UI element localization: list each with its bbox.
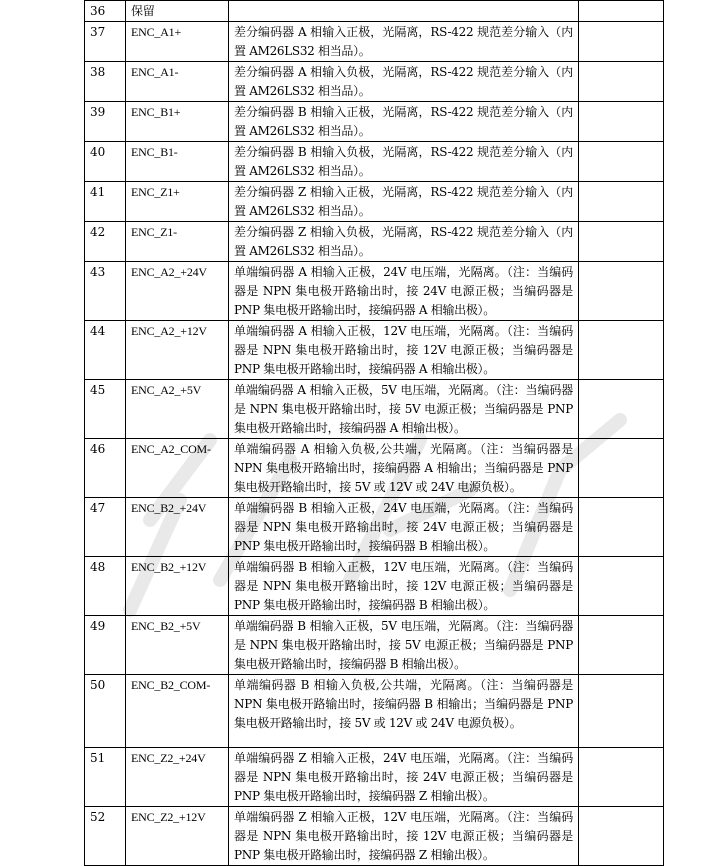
table-row bbox=[85, 380, 664, 439]
empty-cell bbox=[579, 62, 664, 102]
pin-description: 单端编码器 B 相输入正极，5V 电压端，光隔离。（注：当编码器是 NPN 集电极开路输出时，接 5V 电源正极；当编码器是 PNP 集电极开路输出时，接编码器 B 相输出极）。 bbox=[229, 616, 579, 675]
pin-description bbox=[229, 1, 579, 22]
pin-description: 单端编码器 A 相输入正极，5V 电压端，光隔离。（注：当编码器是 NPN 集电极开路输出时，接 5V 电源正极；当编码器是 PNP 集电极开路输出时，接编码器 A 相输出极）。 bbox=[229, 380, 579, 439]
pin-description: 单端编码器 A 相输入正极，24V 电压端，光隔离。（注：当编码器是 NPN 集电极开路输出时，接 24V 电源正极；当编码器是 PNP 集电极开路输出时，接编码器 A 相输出极）。 bbox=[229, 262, 579, 321]
table-row bbox=[85, 222, 664, 262]
empty-cell bbox=[579, 222, 664, 262]
pin-description: 差分编码器 Z 相输入正极，光隔离，RS-422 规范差分输入（内置 AM26LS32 相当品）。 bbox=[229, 182, 579, 222]
empty-cell bbox=[579, 142, 664, 182]
table-row bbox=[85, 22, 664, 62]
table-row bbox=[85, 807, 664, 866]
pin-description: 单端编码器 B 相输入负极,公共端，光隔离。（注：当编码器是 NPN 集电极开路输出时，接编码器 B 相输出；当编码器是 PNP 集电极开路输出时，接 5V 或 12V 或 24V 电源负极）。 bbox=[229, 675, 579, 748]
pin-description: 单端编码器 A 相输入负极,公共端，光隔离。（注：当编码器是 NPN 集电极开路输出时，接编码器 A 相输出；当编码器是 PNP 集电极开路输出时，接 5V 或 12V 或 24V 电源负极）。 bbox=[229, 439, 579, 498]
pin-number: 46 bbox=[85, 439, 126, 498]
table-row bbox=[85, 182, 664, 222]
table-row bbox=[85, 675, 664, 748]
empty-cell bbox=[579, 439, 664, 498]
pin-number: 40 bbox=[85, 142, 126, 182]
pin-number: 50 bbox=[85, 675, 126, 748]
pin-name: ENC_B2_COM- bbox=[126, 675, 229, 748]
empty-cell bbox=[579, 380, 664, 439]
pin-name: ENC_B2_+12V bbox=[126, 557, 229, 616]
empty-cell bbox=[579, 616, 664, 675]
empty-cell bbox=[579, 1, 664, 22]
pin-number: 42 bbox=[85, 222, 126, 262]
table-row bbox=[85, 748, 664, 807]
table-row bbox=[85, 321, 664, 380]
pin-description: 差分编码器 A 相输入正极，光隔离，RS-422 规范差分输入（内置 AM26LS32 相当品）。 bbox=[229, 22, 579, 62]
pin-name: ENC_Z2_+24V bbox=[126, 748, 229, 807]
pin-description: 单端编码器 A 相输入正极，12V 电压端，光隔离。（注：当编码器是 NPN 集电极开路输出时，接 12V 电源正极；当编码器是 PNP 集电极开路输出时，接编码器 A 相输出极）。 bbox=[229, 321, 579, 380]
pin-name: ENC_A2_+24V bbox=[126, 262, 229, 321]
table-row bbox=[85, 62, 664, 102]
empty-cell bbox=[579, 182, 664, 222]
pin-number: 51 bbox=[85, 748, 126, 807]
pin-number: 43 bbox=[85, 262, 126, 321]
pin-number: 52 bbox=[85, 807, 126, 866]
pin-number: 47 bbox=[85, 498, 126, 557]
empty-cell bbox=[579, 321, 664, 380]
pin-number: 44 bbox=[85, 321, 126, 380]
table-row bbox=[85, 439, 664, 498]
pin-description: 差分编码器 B 相输入负极，光隔离，RS-422 规范差分输入（内置 AM26LS32 相当品）。 bbox=[229, 142, 579, 182]
pin-name: ENC_A1+ bbox=[126, 22, 229, 62]
pin-number: 36 bbox=[85, 1, 126, 22]
pin-name: ENC_B2_+5V bbox=[126, 616, 229, 675]
empty-cell bbox=[579, 22, 664, 62]
table-row bbox=[85, 102, 664, 142]
pin-name: 保留 bbox=[126, 1, 229, 22]
pin-description: 差分编码器 Z 相输入负极，光隔离，RS-422 规范差分输入（内置 AM26LS32 相当品）。 bbox=[229, 222, 579, 262]
pin-number: 38 bbox=[85, 62, 126, 102]
empty-cell bbox=[579, 675, 664, 748]
pin-description: 差分编码器 A 相输入负极，光隔离，RS-422 规范差分输入（内置 AM26LS32 相当品）。 bbox=[229, 62, 579, 102]
pin-name: ENC_A1- bbox=[126, 62, 229, 102]
table-row bbox=[85, 616, 664, 675]
empty-cell bbox=[579, 807, 664, 866]
pin-description: 单端编码器 B 相输入正极，24V 电压端，光隔离。（注：当编码器是 NPN 集电极开路输出时，接 24V 电源正极；当编码器是 PNP 集电极开路输出时，接编码器 B 相输出极）。 bbox=[229, 498, 579, 557]
pin-definition-table bbox=[84, 0, 664, 866]
pin-description: 单端编码器 Z 相输入正极，24V 电压端，光隔离。（注：当编码器是 NPN 集电极开路输出时，接 24V 电源正极；当编码器是 PNP 集电极开路输出时，接编码器 Z 相输出极）。 bbox=[229, 748, 579, 807]
pin-description: 单端编码器 Z 相输入正极，12V 电压端，光隔离。（注：当编码器是 NPN 集电极开路输出时，接 12V 电源正极；当编码器是 PNP 集电极开路输出时，接编码器 Z 相输出极）。 bbox=[229, 807, 579, 866]
pin-name: ENC_Z2_+12V bbox=[126, 807, 229, 866]
pin-name: ENC_Z1- bbox=[126, 222, 229, 262]
pin-name: ENC_A2_+5V bbox=[126, 380, 229, 439]
empty-cell bbox=[579, 748, 664, 807]
empty-cell bbox=[579, 498, 664, 557]
pin-number: 41 bbox=[85, 182, 126, 222]
table-row bbox=[85, 262, 664, 321]
pin-name: ENC_B1- bbox=[126, 142, 229, 182]
pin-name: ENC_A2_COM- bbox=[126, 439, 229, 498]
table-row bbox=[85, 498, 664, 557]
pin-description: 差分编码器 B 相输入正极，光隔离，RS-422 规范差分输入（内置 AM26LS32 相当品）。 bbox=[229, 102, 579, 142]
empty-cell bbox=[579, 262, 664, 321]
pin-number: 49 bbox=[85, 616, 126, 675]
pin-number: 45 bbox=[85, 380, 126, 439]
pin-number: 48 bbox=[85, 557, 126, 616]
table-row bbox=[85, 1, 664, 22]
pin-number: 37 bbox=[85, 22, 126, 62]
empty-cell bbox=[579, 102, 664, 142]
pin-name: ENC_B1+ bbox=[126, 102, 229, 142]
pin-number: 39 bbox=[85, 102, 126, 142]
pin-name: ENC_Z1+ bbox=[126, 182, 229, 222]
table-row bbox=[85, 557, 664, 616]
table-row bbox=[85, 142, 664, 182]
pin-name: ENC_B2_+24V bbox=[126, 498, 229, 557]
empty-cell bbox=[579, 557, 664, 616]
pin-name: ENC_A2_+12V bbox=[126, 321, 229, 380]
pin-description: 单端编码器 B 相输入正极，12V 电压端，光隔离。（注：当编码器是 NPN 集电极开路输出时，接 12V 电源正极；当编码器是 PNP 集电极开路输出时，接编码器 B 相输出极）。 bbox=[229, 557, 579, 616]
